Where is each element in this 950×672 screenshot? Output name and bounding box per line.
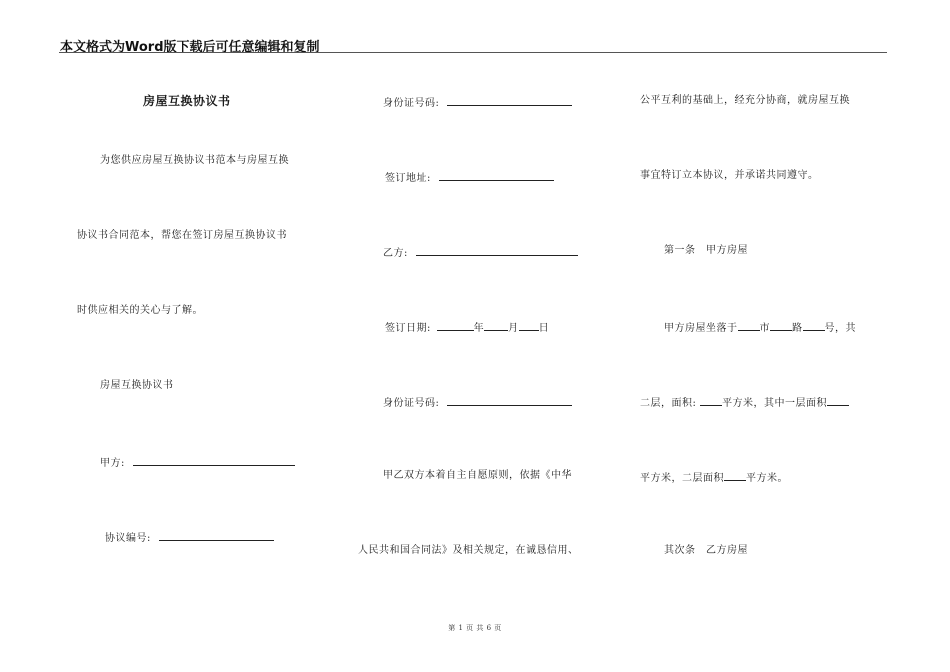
floor1-area-blank (827, 395, 849, 406)
day-blank (519, 320, 539, 331)
party-b-field (383, 245, 578, 260)
id-no-blank-1 (447, 95, 572, 106)
party-b-label: 乙方: (383, 248, 408, 259)
year-blank (437, 320, 474, 331)
month-blank (484, 320, 508, 331)
floor2-area-blank (724, 470, 746, 481)
total-area-blank (700, 395, 722, 406)
id-no-label-2: 身份证号码: (383, 398, 440, 409)
party-a-area-line (640, 395, 849, 410)
area-mid-label: 平方米，其中一层面积 (722, 398, 828, 409)
section-subtitle: 房屋互换协议书 (100, 380, 174, 391)
agreement-no-label: 协议编号: (105, 533, 151, 544)
party-a-blank (133, 455, 295, 466)
id-no-field-1 (383, 95, 572, 110)
agreement-no-field (105, 530, 274, 545)
location-prefix: 甲方房屋坐落于 (664, 323, 738, 334)
month-label: 月 (508, 323, 519, 334)
agreement-no-blank (159, 530, 274, 541)
road-blank (770, 320, 792, 331)
body-para-4: 事宜特订立本协议，并承诺共同遵守。 (640, 170, 819, 181)
sign-date-field (385, 320, 549, 335)
area-end-label: 平方米。 (746, 473, 788, 484)
id-no-label-1: 身份证号码: (383, 98, 440, 109)
sign-place-label: 签订地址: (385, 173, 431, 184)
number-blank (803, 320, 825, 331)
header-rule (59, 52, 887, 53)
party-a-area-line-2 (640, 470, 788, 485)
document-title: 房屋互换协议书 (143, 94, 231, 108)
city-label: 市 (759, 323, 770, 334)
party-a-location-line (664, 320, 856, 335)
city-blank (738, 320, 760, 331)
floors-label: 二层，面积: (640, 398, 697, 409)
day-label: 日 (538, 323, 550, 334)
body-para-2: 人民共和国合同法》及相关规定，在诚恳信用、 (358, 545, 579, 556)
article-2-heading: 其次条 乙方房屋 (664, 545, 748, 556)
page-number: 第 1 页 共 6 页 (448, 624, 502, 632)
party-b-blank (416, 245, 578, 256)
year-label: 年 (473, 323, 485, 334)
intro-line-2: 协议书合同范本，帮您在签订房屋互换协议书 (77, 230, 287, 241)
sign-date-label: 签订日期: (385, 323, 431, 334)
floor2-label: 平方米，二层面积 (640, 473, 724, 484)
article-1-heading: 第一条 甲方房屋 (664, 245, 748, 256)
intro-line-3: 时供应相关的关心与了解。 (77, 305, 203, 316)
body-para-3: 公平互利的基础上，经充分协商，就房屋互换 (640, 95, 850, 106)
party-a-field (100, 455, 295, 470)
body-para-1: 甲乙双方本着自主自愿原则，依据《中华 (383, 470, 572, 481)
road-label: 路 (792, 323, 803, 334)
number-suffix: 号，共 (824, 323, 856, 334)
document-header: 本文格式为Word版下载后可任意编辑和复制 (60, 40, 320, 55)
id-no-field-2 (383, 395, 572, 410)
sign-place-field (385, 170, 554, 185)
sign-place-blank (439, 170, 554, 181)
intro-line-1: 为您供应房屋互换协议书范本与房屋互换 (100, 155, 289, 166)
party-a-label: 甲方: (100, 458, 125, 469)
id-no-blank-2 (447, 395, 572, 406)
